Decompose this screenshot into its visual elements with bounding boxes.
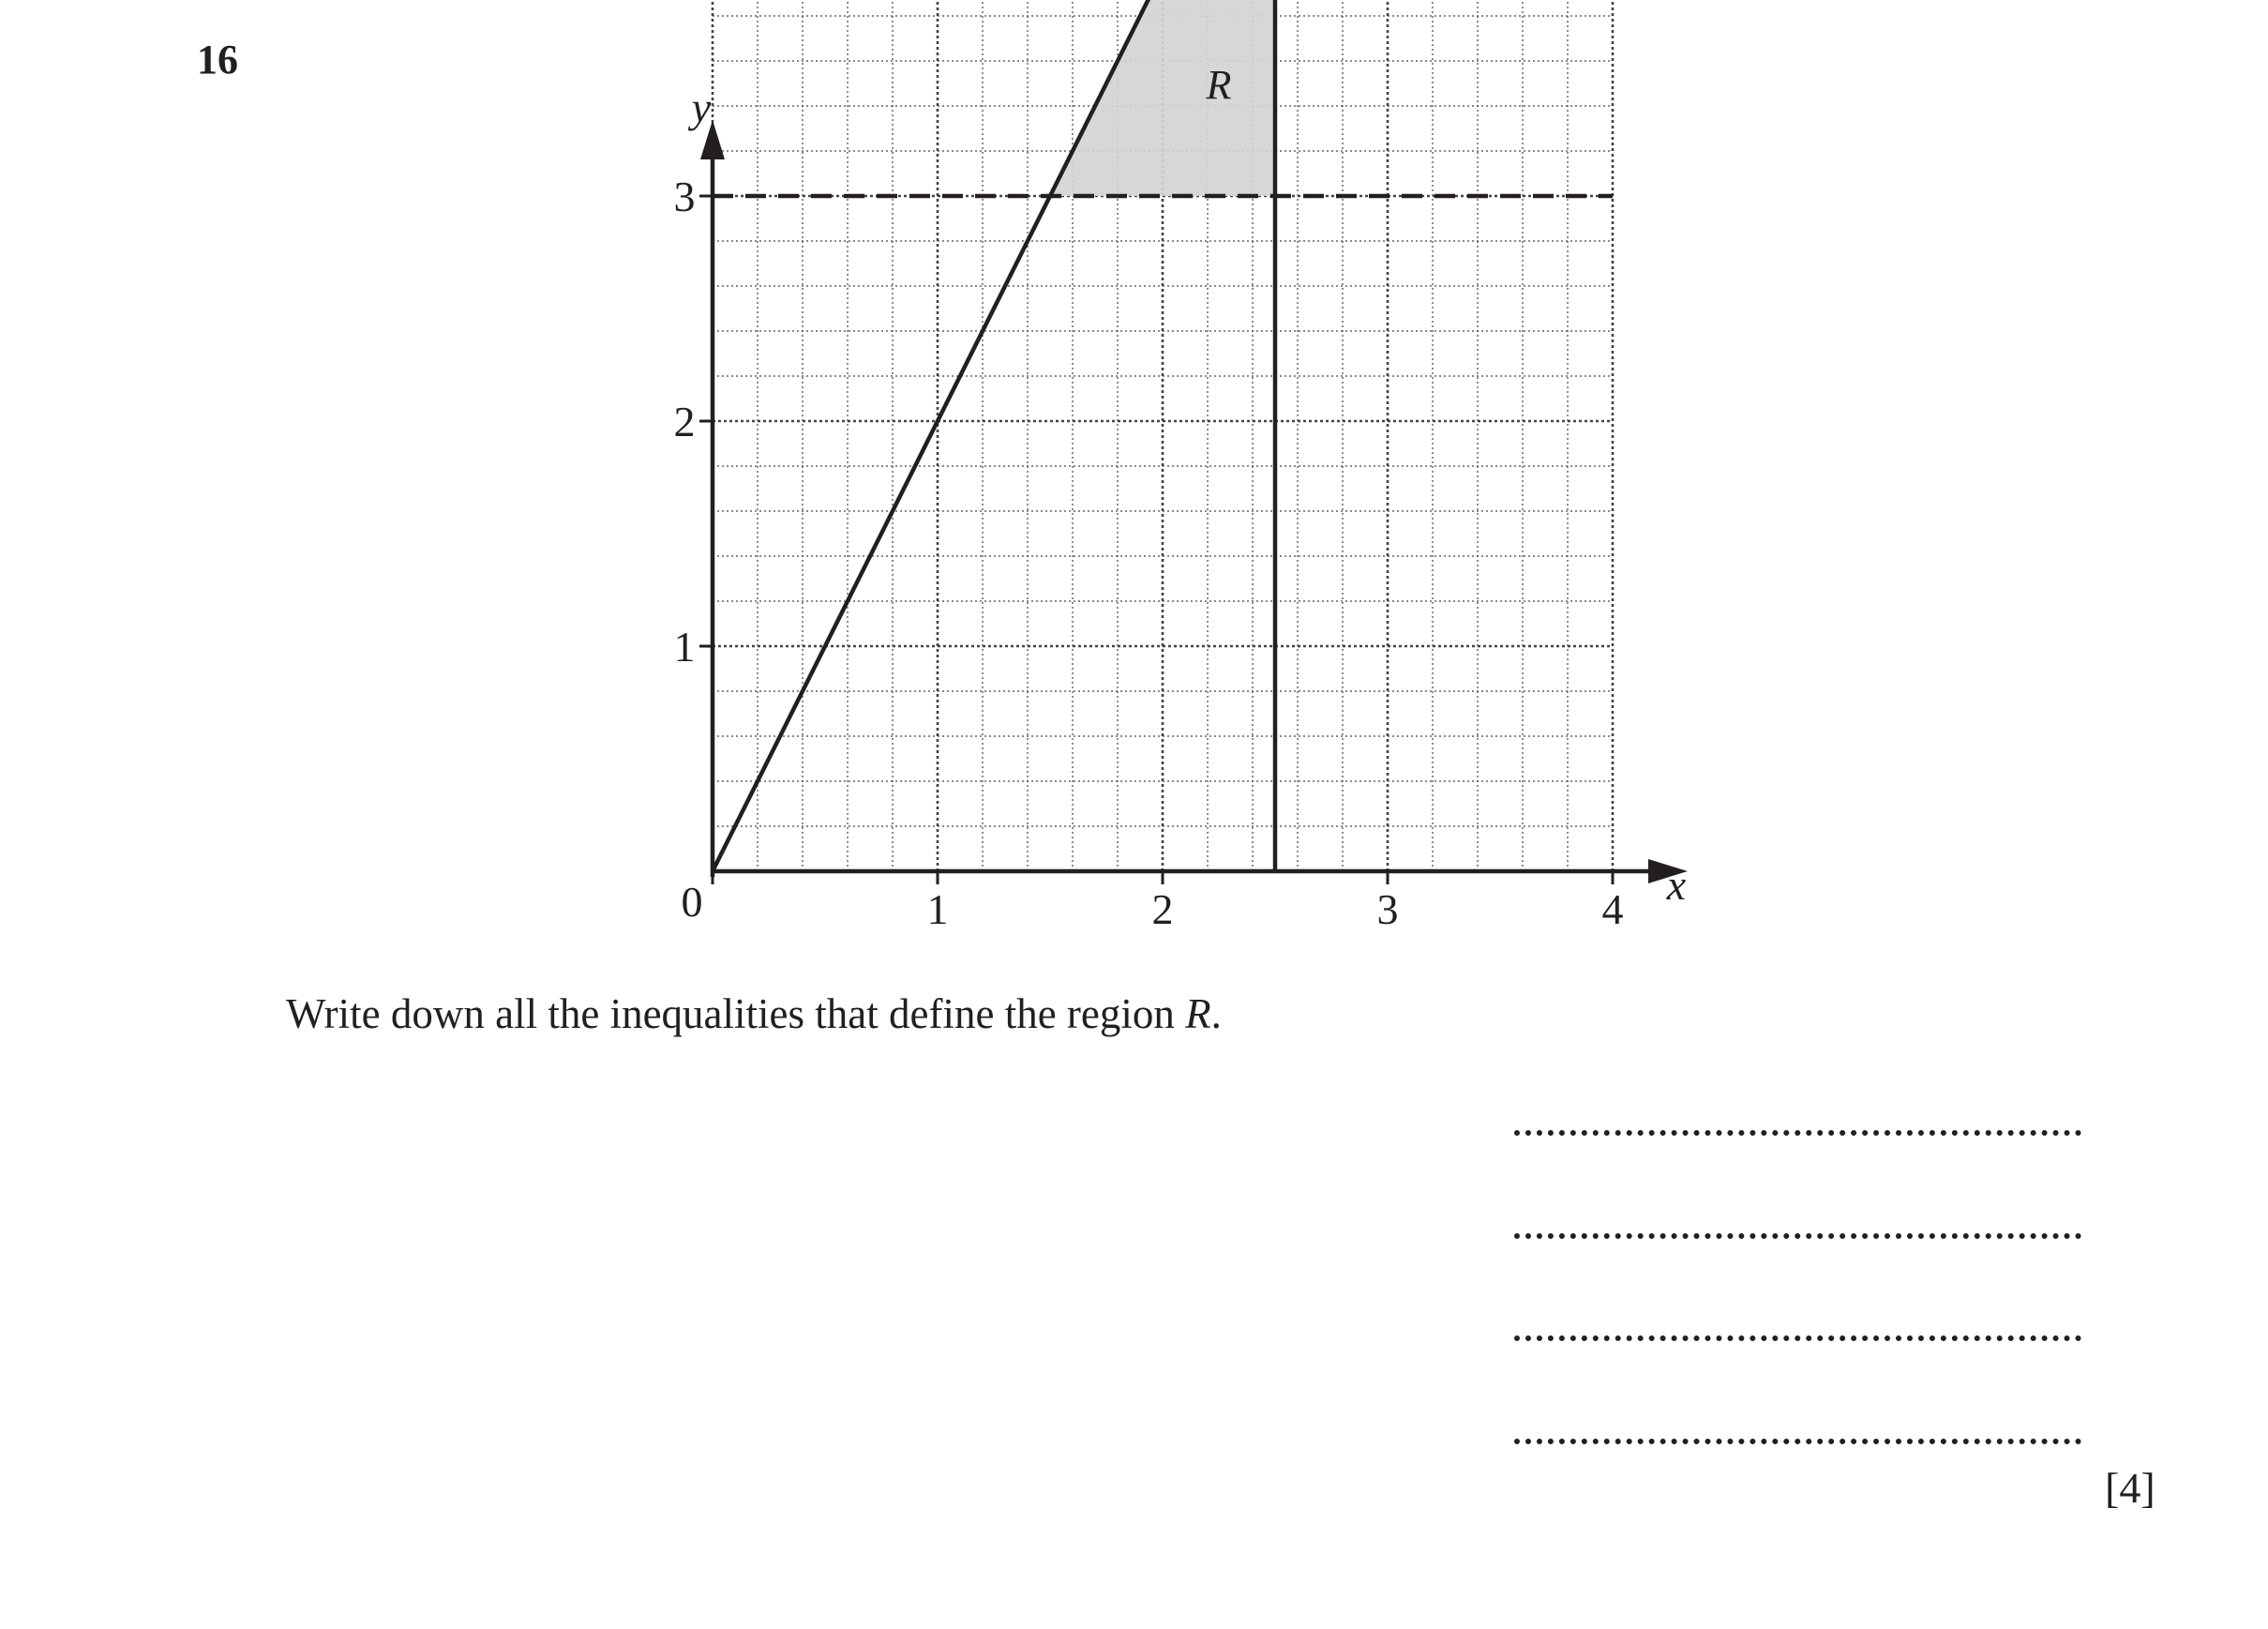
x-tick-label: 1 bbox=[926, 885, 949, 933]
marks-label: [4] bbox=[2105, 1464, 2155, 1512]
x-tick-label: 2 bbox=[1151, 885, 1174, 933]
question-number: 16 bbox=[197, 37, 238, 83]
boundary-line-1 bbox=[713, 0, 1388, 871]
region-r-shading bbox=[1050, 0, 1275, 196]
question-text-main: Write down all the inequalities that define the region bbox=[286, 990, 1186, 1037]
y-tick-label: 2 bbox=[673, 398, 696, 445]
region-r-label: R bbox=[1206, 62, 1232, 108]
question-text bbox=[286, 989, 1222, 1038]
y-axis-label: y bbox=[691, 83, 712, 131]
x-tick-label: 4 bbox=[1601, 885, 1624, 933]
y-tick-label: 1 bbox=[673, 623, 696, 671]
question-text-variable: R bbox=[1185, 990, 1211, 1037]
answer-line-2[interactable] bbox=[1514, 1233, 2081, 1239]
question-text-end: . bbox=[1210, 990, 1222, 1037]
answer-line-4[interactable] bbox=[1514, 1439, 2081, 1444]
x-tick-label: 3 bbox=[1376, 885, 1399, 933]
origin-label: 0 bbox=[681, 878, 703, 926]
y-tick-label: 3 bbox=[673, 173, 696, 220]
answer-line-3[interactable] bbox=[1514, 1335, 2081, 1341]
x-axis-label: x bbox=[1666, 861, 1687, 909]
answer-line-1[interactable] bbox=[1514, 1130, 2081, 1136]
region-layer bbox=[1050, 0, 1275, 196]
